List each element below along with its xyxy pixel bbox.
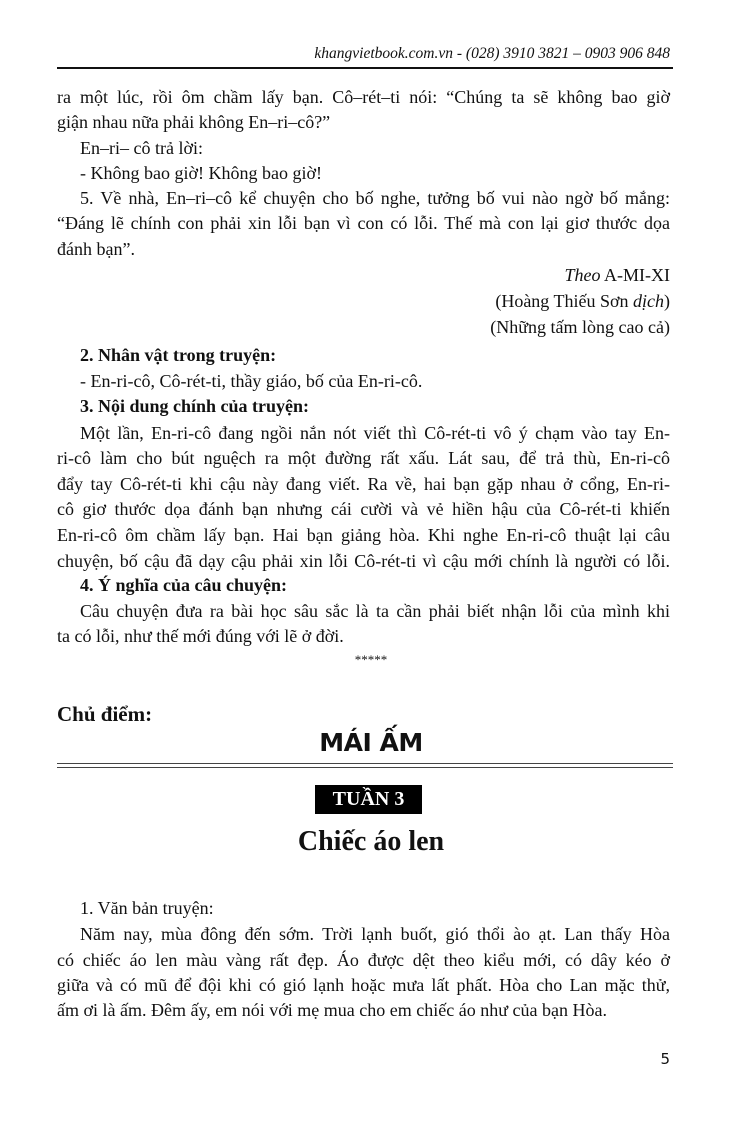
- section-heading: 2. Nhân vật trong truyện:: [80, 345, 277, 365]
- translator-role: dịch: [633, 291, 664, 311]
- running-header: khangvietbook.com.vn - (028) 3910 3821 – 0903 906 848: [314, 45, 670, 62]
- text-line: đánh bạn”.: [57, 239, 135, 259]
- credit-author-name: A-MI-XI: [604, 265, 670, 285]
- translator-name: (Hoàng Thiếu Sơn: [495, 291, 633, 311]
- text-line: Năm nay, mùa đông đến sớm. Trời lạnh buốt, gió thổi ào ạt. Lan thấy Hòa: [80, 924, 670, 944]
- credit-author: [57, 263, 670, 287]
- text-line: cô giơ thước dọa đánh bạn nhưng cái cười và vẻ hiền hậu của Cô-rét-ti khiến: [57, 499, 670, 519]
- text-line: đẩy tay Cô-rét-ti khi cậu này đang viết. Ra về, hai bạn gặp nhau ở cổng, En-ri-: [57, 474, 670, 494]
- section-heading: 3. Nội dung chính của truyện:: [80, 396, 310, 416]
- text-line: Câu chuyện đưa ra bài học sâu sắc là ta cần phải biết nhận lỗi của mình khi: [80, 601, 670, 621]
- theme-label: Chủ điểm:: [57, 702, 153, 726]
- lesson-title: Chiếc áo len: [297, 826, 445, 857]
- section-heading: 4. Ý nghĩa của câu chuyện:: [80, 575, 288, 595]
- page-number: 5: [660, 1050, 670, 1068]
- credit-theo: Theo: [564, 265, 601, 285]
- separator: *****: [354, 652, 388, 667]
- text-line: giữa và có mũ để đội khi có gió lạnh hoặc mưa lất phất. Hòa cho Lan mặc thử,: [57, 975, 670, 995]
- text-line: Một lần, En-ri-cô đang ngồi nắn nót viết thì Cô-rét-ti vô ý chạm vào tay En-: [80, 423, 670, 443]
- text-line: 5. Về nhà, En–ri–cô kể chuyện cho bố nghe, tưởng bố vui nào ngờ bố mắng:: [80, 188, 670, 208]
- text-line: có chiếc áo len màu vàng rất đẹp. Áo được dệt theo kiểu mới, có dây kéo ở: [57, 950, 670, 970]
- credit-source: (Những tấm lòng cao cả): [490, 317, 670, 337]
- text-line: “Đáng lẽ chính con phải xin lỗi bạn vì con có lỗi. Thế mà con lại giơ thước dọa: [57, 213, 670, 233]
- text-line: ấm ơi là ấm. Đêm ấy, em nói với mẹ mua cho em chiếc áo như của bạn Hòa.: [57, 1000, 607, 1020]
- text-line: - Không bao giờ! Không bao giờ!: [80, 163, 322, 183]
- week-badge: TUẦN 3: [315, 785, 422, 814]
- double-rule: [57, 763, 673, 768]
- text-line: ta có lỗi, như thế mới đúng với lẽ ở đời.: [57, 626, 344, 646]
- section-heading: 1. Văn bản truyện:: [80, 898, 214, 918]
- text-line: En–ri– cô trả lời:: [80, 138, 203, 158]
- header-rule: [57, 67, 673, 69]
- text-line: giận nhau nữa phải không En–ri–cô?”: [57, 112, 331, 132]
- text-line: En-ri-cô ôm chầm lấy bạn. Hai bạn giảng hòa. Khi nghe En-ri-cô thuật lại câu: [57, 525, 670, 545]
- text-line: - En-ri-cô, Cô-rét-ti, thầy giáo, bố của En-ri-cô.: [80, 371, 423, 391]
- translator-paren: ): [664, 291, 670, 311]
- text-line: ri-cô làm cho bút nguệch ra một đường rất xấu. Lát sau, để trả thù, En-ri-cô: [57, 448, 670, 468]
- text-line: chuyện, bố cậu đã dạy cậu phải xin lỗi Cô-rét-ti vì cậu mới chính là người có lỗi.: [57, 551, 670, 571]
- text-line: ra một lúc, rồi ôm chầm lấy bạn. Cô–rét–ti nói: “Chúng ta sẽ không bao giờ: [57, 87, 670, 107]
- theme-name: MÁI ẤM: [319, 728, 423, 757]
- credit-translator: [57, 289, 670, 313]
